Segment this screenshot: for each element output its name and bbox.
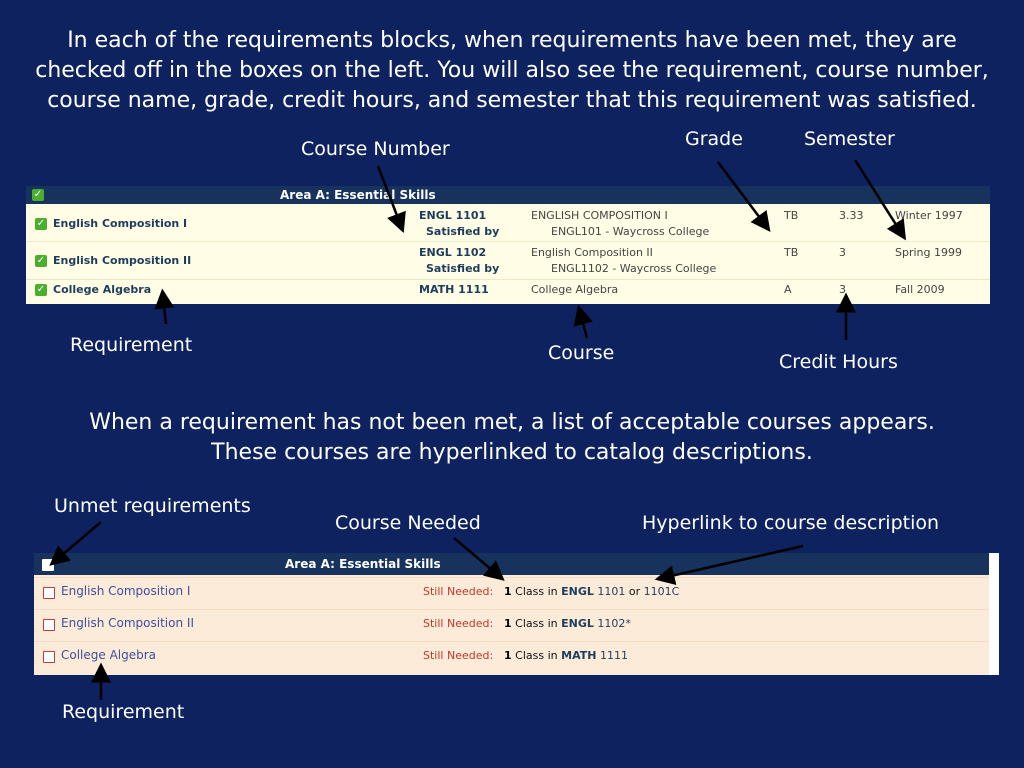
course-name: English Composition II: [531, 246, 653, 259]
check-icon: ✓: [36, 255, 46, 266]
requirement-name: English Composition I: [61, 584, 191, 598]
course-link[interactable]: 1111: [599, 649, 628, 662]
class-in-text: Class in: [515, 617, 558, 630]
course-link[interactable]: 1101: [597, 585, 626, 598]
middle-line-1: When a requirement has not been met, a list of acceptable courses appears.: [89, 410, 935, 435]
satisfied-detail: ENGL101 - Waycross College: [551, 225, 710, 238]
unmet-panel-title: Area A: Essential Skills: [285, 557, 441, 571]
credit-hours: 3: [839, 246, 846, 259]
table-row: [34, 577, 989, 609]
intro-line-1: In each of the requirements blocks, when requirements have been met, they are: [67, 28, 957, 53]
table-row: [26, 280, 990, 302]
class-count: 1: [504, 585, 512, 598]
course-needed: [504, 585, 679, 598]
requirement-name: College Algebra: [61, 648, 157, 662]
label-requirement-bottom: Requirement: [62, 701, 185, 723]
unchecked-box-icon: [42, 559, 54, 571]
intro-line-3: course name, grade, credit hours, and semester that this requirement was satisfied.: [47, 88, 977, 113]
label-credit-hours: Credit Hours: [779, 351, 898, 373]
middle-line-2: These courses are hyperlinked to catalog descriptions.: [211, 440, 813, 465]
requirement-name: English Composition I: [53, 217, 188, 230]
still-needed-label: Still Needed:: [423, 585, 494, 598]
course-name: College Algebra: [531, 283, 619, 296]
table-row: [26, 204, 990, 242]
satisfied-by-label: Satisfied by: [426, 262, 500, 275]
course-number: MATH 1111: [419, 283, 489, 296]
check-icon: ✓: [36, 218, 46, 229]
arrow-course: [580, 312, 587, 338]
credit-hours: 3.33: [839, 209, 864, 222]
requirement-name: English Composition II: [53, 254, 192, 267]
label-hyperlink: Hyperlink to course description: [642, 512, 940, 534]
grade: A: [784, 283, 792, 296]
class-in-text: Class in: [515, 649, 558, 662]
class-count: 1: [504, 617, 512, 630]
still-needed-label: Still Needed:: [423, 617, 494, 630]
unchecked-box-icon: [43, 587, 55, 599]
intro-text: [0, 26, 1024, 116]
class-count: 1: [504, 649, 512, 662]
label-unmet-requirements: Unmet requirements: [54, 495, 251, 517]
check-icon: ✓: [36, 284, 46, 295]
subject-code: ENGL: [561, 617, 594, 630]
subject-code: ENGL: [561, 585, 594, 598]
unmet-panel-header: [34, 553, 989, 575]
met-requirements-panel: [26, 186, 990, 304]
course-link[interactable]: 1101C: [643, 585, 680, 598]
credit-hours: 3: [839, 283, 846, 296]
table-row: [26, 242, 990, 280]
label-requirement-top: Requirement: [70, 334, 193, 356]
or-text: or: [628, 585, 641, 598]
label-course: Course: [548, 342, 615, 364]
semester: Fall 2009: [895, 283, 945, 296]
met-panel-title: Area A: Essential Skills: [280, 188, 436, 202]
still-needed-label: Still Needed:: [423, 649, 494, 662]
course-number: ENGL 1102: [419, 246, 487, 259]
unchecked-box-icon: [43, 619, 55, 631]
requirement-name: College Algebra: [53, 283, 152, 296]
met-panel-header: [26, 186, 990, 204]
course-name: ENGLISH COMPOSITION I: [531, 209, 668, 222]
middle-text: [0, 408, 1024, 468]
course-needed: [504, 649, 628, 662]
check-icon: ✓: [33, 189, 43, 200]
semester: Winter 1997: [895, 209, 963, 222]
intro-line-2: checked off in the boxes on the left. You will also see the requirement, course number,: [35, 58, 989, 83]
requirement-name: English Composition II: [61, 616, 194, 630]
table-row: [34, 641, 989, 673]
semester: Spring 1999: [895, 246, 962, 259]
grade: TB: [784, 209, 799, 222]
satisfied-by-label: Satisfied by: [426, 225, 500, 238]
label-course-needed: Course Needed: [335, 512, 481, 534]
unmet-requirements-panel: [34, 553, 999, 675]
label-course-number: Course Number: [301, 138, 450, 160]
course-link[interactable]: 1102*: [597, 617, 631, 630]
label-semester: Semester: [804, 128, 895, 150]
table-row: [34, 609, 989, 641]
course-number: ENGL 1101: [419, 209, 487, 222]
satisfied-detail: ENGL1102 - Waycross College: [551, 262, 717, 275]
course-needed: [504, 617, 631, 630]
subject-code: MATH: [561, 649, 597, 662]
class-in-text: Class in: [515, 585, 558, 598]
grade: TB: [784, 246, 799, 259]
label-grade: Grade: [685, 128, 743, 150]
unchecked-box-icon: [43, 651, 55, 663]
